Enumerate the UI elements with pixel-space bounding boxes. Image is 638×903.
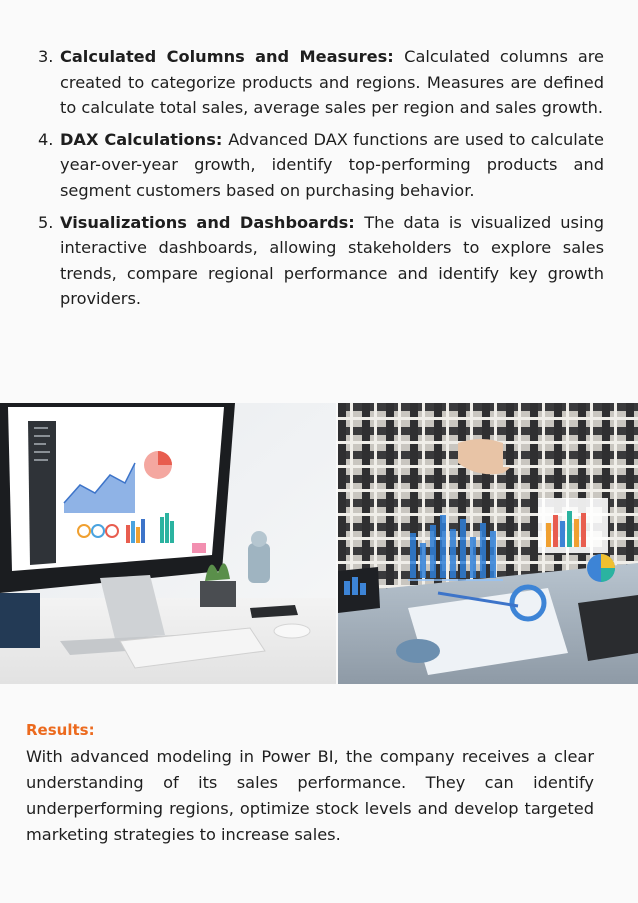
photo-strip: [0, 403, 638, 684]
results-body: With advanced modeling in Power BI, the company receives a clear understanding of its sales performance. They can identify underperforming regions, optimize stock levels and develop targeted marketing strategies to increase sales.: [26, 747, 594, 844]
feature-list: [38, 44, 604, 318]
item-text: Advanced DAX functions are used to calculate year-over-year growth, identify top-performing products and segment customers based on purchasing behavior.: [60, 129, 604, 200]
item-heading: DAX Calculations:: [60, 129, 229, 149]
item-text: The data is visualized using interactive dashboards, allowing stakeholders to explore sales trends, compare regional performance and identify key growth providers.: [60, 212, 604, 309]
item-heading: Calculated Columns and Measures:: [60, 47, 405, 66]
list-item: [38, 210, 604, 312]
item-number: 4.: [38, 129, 54, 149]
item-number: 5.: [38, 212, 54, 232]
item-number: 3.: [38, 47, 54, 66]
analytics-hologram-photo: [338, 403, 638, 684]
monitor-dashboard-photo: [0, 403, 336, 684]
list-item: [38, 127, 604, 204]
results-title: Results:: [26, 721, 95, 739]
item-text: Calculated columns are created to categorize products and regions. Measures are defined to calculate total sales, average sales per region and sales growth.: [60, 47, 604, 118]
list-item: [38, 44, 604, 121]
item-heading: Visualizations and Dashboards:: [60, 212, 365, 232]
